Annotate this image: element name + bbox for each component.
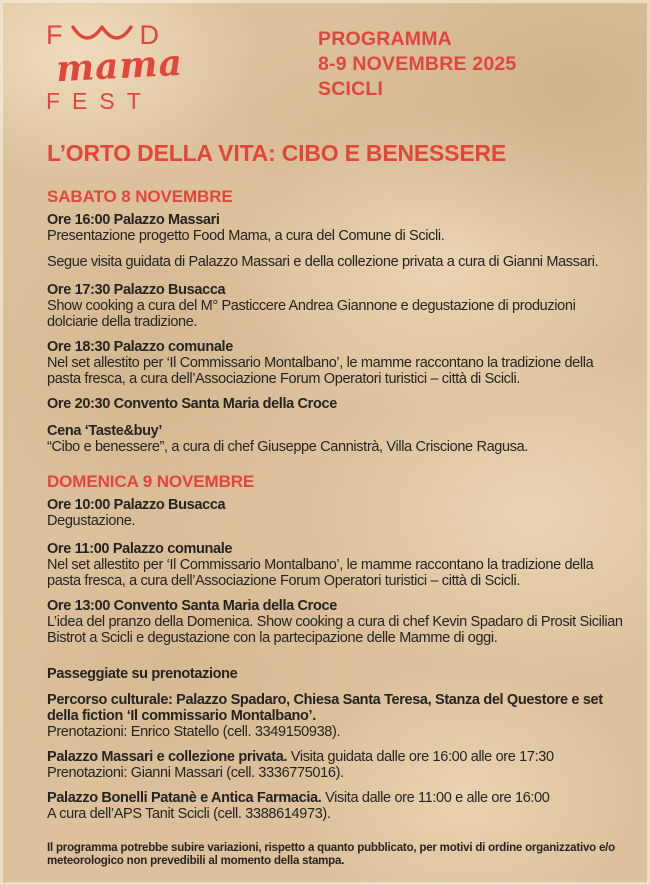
event-body: Presentazione progetto Food Mama, a cura del Comune di Scicli. [47, 228, 445, 244]
walks-heading: Passeggiate su prenotazione [47, 666, 238, 682]
logo-letter-f: F [46, 20, 64, 50]
saturday-section [47, 188, 623, 455]
event-1100-palazzo-comunale [47, 541, 623, 589]
food-mama-fest-logo [46, 22, 183, 113]
event-1000-palazzo-busacca [47, 497, 623, 529]
event-1830-palazzo-comunale [47, 339, 623, 387]
page-title: L’ORTO DELLA VITA: CIBO E BENESSERE [47, 140, 507, 166]
event-title: Ore 10:00 Palazzo Busacca [47, 497, 226, 513]
walk-rest: Visita guidata dalle ore 16:00 alle ore 17:30 [287, 749, 554, 765]
walk-lead: Percorso culturale: Palazzo Spadaro, Chiesa Santa Teresa, Stanza del Questore e set della fiction ‘Il commissario Montalbano’. [47, 692, 603, 724]
walks-section [47, 666, 623, 822]
walk-booking: Prenotazioni: Gianni Massari (cell. 3336775016). [47, 765, 344, 781]
walk-booking: A cura dell’APS Tanit Scicli (cell. 3388614973). [47, 806, 331, 822]
event-title: Ore 20:30 Convento Santa Maria della Croce [47, 396, 337, 412]
event-body: Nel set allestito per ‘Il Commissario Montalbano’, le mamme raccontano la tradizione della pasta fresca, a cura dell’Associazione Forum Operatori turistici – città di Scicli. [47, 355, 594, 387]
walk-booking: Prenotazioni: Enrico Statello (cell. 3349150938). [47, 724, 341, 740]
event-title: Ore 11:00 Palazzo comunale [47, 541, 233, 557]
event-body: Nel set allestito per ‘Il Commissario Montalbano’, le mamme raccontano la tradizione della pasta fresca, a cura dell’Associazione Forum Operatori turistici – città di Scicli. [47, 557, 594, 589]
sunday-heading: DOMENICA 9 NOVEMBRE [47, 472, 255, 491]
event-title: Ore 17:30 Palazzo Busacca [47, 282, 226, 298]
header-line-city: SCICLI [318, 78, 384, 100]
saturday-heading: SABATO 8 NOVEMBRE [47, 187, 233, 206]
event-body: Show cooking a cura del M° Pasticcere Andrea Giannone e degustazione di produzioni dolciarie della tradizione. [47, 298, 576, 330]
program-content [47, 142, 623, 880]
event-title: Cena ‘Taste&buy’ [47, 423, 162, 439]
double-arc-icon [71, 25, 133, 45]
header-line-programma: PROGRAMMA [318, 28, 452, 50]
event-title: Ore 16:00 Palazzo Massari [47, 212, 220, 228]
walk-lead: Palazzo Bonelli Patanè e Antica Farmacia. [47, 790, 322, 806]
event-title: Ore 18:30 Palazzo comunale [47, 339, 233, 355]
event-1300-convento [47, 598, 623, 646]
event-1600-palazzo-massari [47, 212, 623, 244]
logo-word-fest: FEST [46, 88, 153, 114]
event-body: L’idea del pranzo della Domenica. Show cooking a cura di chef Kevin Spadaro di Prosit Sicilian Bistrot a Scicli e degustazione con la partecipazione delle Mamme di oggi. [47, 614, 623, 646]
walk-rest: Visita dalle ore 11:00 e alle ore 16:00 [321, 790, 550, 806]
walk-palazzo-bonelli [47, 790, 623, 822]
walk-palazzo-massari [47, 749, 623, 781]
event-body: Segue visita guidata di Palazzo Massari e della collezione privata a cura di Gianni Massari. [47, 254, 599, 270]
event-1730-palazzo-busacca [47, 282, 623, 330]
event-cena-taste-and-buy [47, 423, 623, 455]
disclaimer-note: Il programma potrebbe subire variazioni, rispetto a quanto pubblicato, per motivi di ordine organizzativo e/o meteorologico non prevedibili al momento della stampa. [47, 842, 615, 867]
event-title: Ore 13:00 Convento Santa Maria della Croce [47, 598, 337, 614]
walk-lead: Palazzo Massari e collezione privata. [47, 749, 288, 765]
program-header [318, 27, 516, 102]
event-2030-convento [47, 396, 623, 412]
event-body: “Cibo e benessere”, a cura di chef Giuseppe Cannistrà, Villa Criscione Ragusa. [47, 439, 529, 455]
sunday-section [47, 473, 623, 646]
header-line-dates: 8-9 NOVEMBRE 2025 [318, 53, 517, 75]
event-body: Degustazione. [47, 513, 136, 529]
walk-percorso-culturale [47, 692, 623, 740]
logo-letter-d: D [139, 20, 160, 50]
event-segue-visita [47, 254, 623, 270]
logo-word-mama: mama [54, 41, 184, 91]
